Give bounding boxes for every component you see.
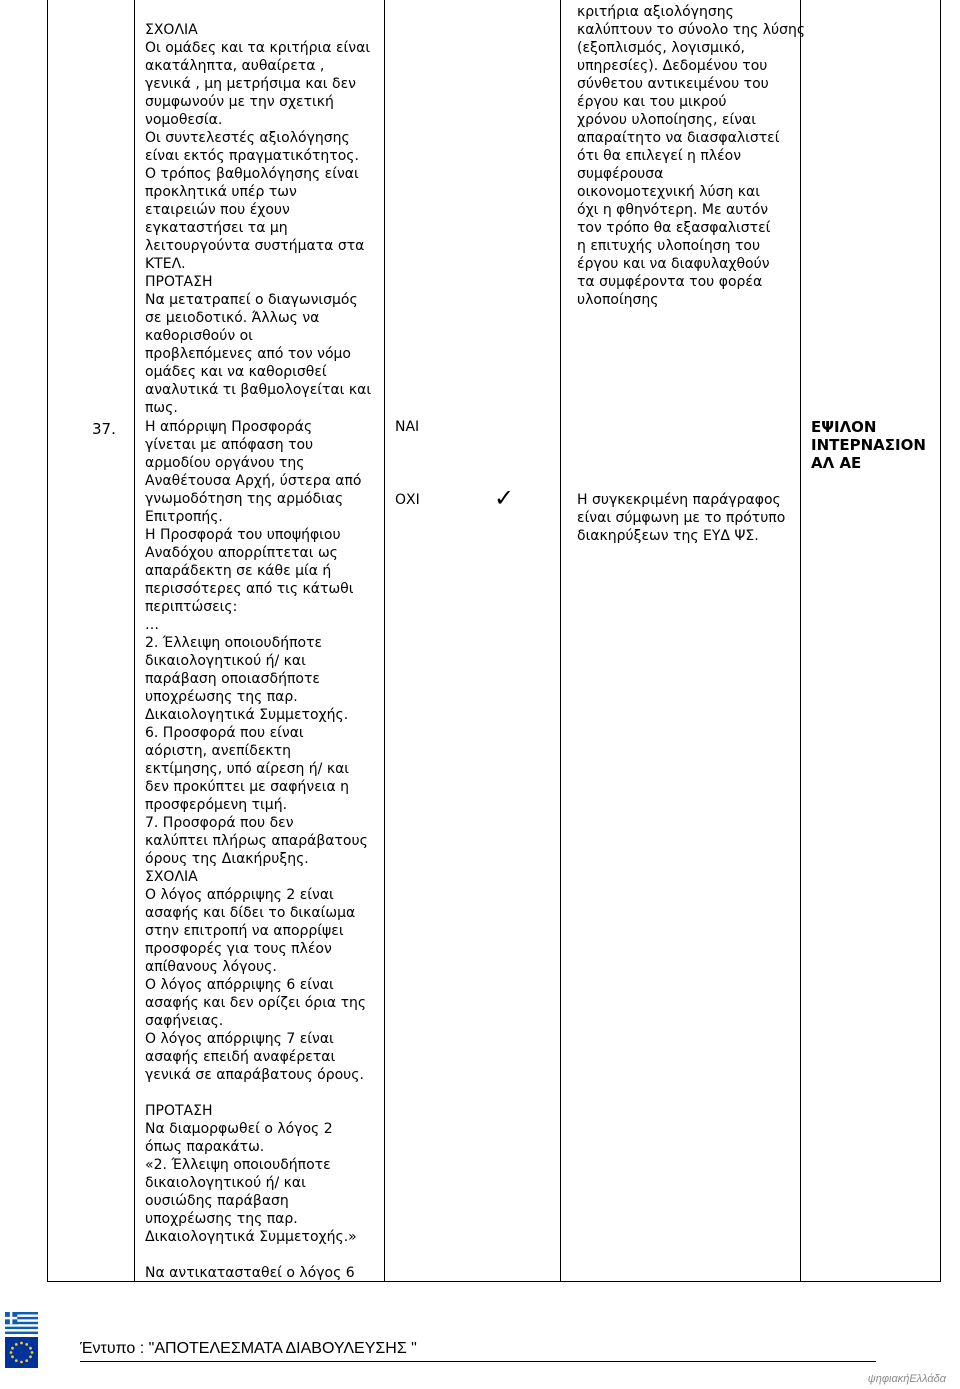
digital-greece-logo: ψηφιακήΕλλάδα	[867, 1373, 946, 1385]
checkmark-icon: ✓	[494, 484, 515, 512]
column-divider-3	[560, 0, 561, 1282]
column-divider-1	[134, 0, 135, 1282]
comment-proposal: ΠΡΟΤΑΣΗ Να διαμορφωθεί ο λόγος 2 όπως παρακάτω. «2. Έλλειψη οποιουδήποτε δικαιολογητικού ή/ και ουσιώδης παράβαση υποχρέωσης της παρ. Δικαιολογητικά Συμμετοχής.»	[145, 1103, 357, 1245]
eu-flag-icon	[5, 1337, 38, 1368]
comment-main: Η απόρριψη Προσφοράς γίνεται με απόφαση του αρμοδίου οργάνου της Αναθέτουσα Αρχή, ύστερα από γνωμοδότηση της αρμόδιας Επιτροπής. Η Προσφορά του υποψήφιου Αναδόχου απορρίπτεται ως απαράδεκτη σε κάθε μία ή περισσότερες από τις κάτωθι περιπτώσεις: … 2. Έλλειψη οποιουδήποτε δικαιολογητικού ή/ και παράβαση οποιασδήποτε υποχρέωσης της παρ. Δικαιολογητικά Συμμετοχής. 6. Προσφορά που είναι αόριστη, ανεπίδεκτη εκτίμησης, υπό αίρεση ή/ και δεν προκύπτει με σαφήνεια η προσφερόμενη τιμή. 7. Προσφορά που δεν καλύπτει πλήρως απαράβατους όρους της Διακήρυξης. ΣΧΟΛΙΑ Ο λόγος απόρριψης 2 είναι ασαφής και δίδει το δικαίωμα στην επιτροπή να απορρίψει προσφορές για τους πλέον απίθανους λόγους. Ο λόγος απόρριψης 6 είναι ασαφής και δεν ορίζει όρια της σαφήνειας. Ο λόγος απόρριψης 7 είναι ασαφής επειδή αναφέρεται γενικά σε απαράβατους όρους.	[145, 419, 368, 1083]
company-name: ΕΨΙΛΟΝ ΙΝΤΕΡΝΑΣΙΟΝ ΑΛ ΑΕ	[811, 418, 926, 472]
table-border-right	[940, 0, 941, 1282]
answer-yes-label: ΝΑΙ	[395, 419, 420, 435]
row-number: 37.	[92, 420, 116, 438]
form-title: Έντυπο : "ΑΠΟΤΕΛΕΣΜΑΤΑ ΔΙΑΒΟΥΛΕΥΣΗΣ "	[80, 1340, 417, 1357]
reply-main: Η συγκεκριμένη παράγραφος είναι σύμφωνη με το πρότυπο διακηρύξεων της ΕΥΔ ΨΣ.	[577, 492, 786, 544]
column-divider-2	[384, 0, 385, 1282]
reply-previous-row: κριτήρια αξιολόγησης καλύπτουν το σύνολο της λύσης (εξοπλισμός, λογισμικό, υπηρεσίες). Δεδομένου του σύνθετου αντικειμένου του έργου και του μικρού χρόνου υλοποίησης, είναι απαραίτητο να διασφαλιστεί ότι θα επιλεγεί η πλέον συμφέρουσα οικονομοτεχνική λύση και όχι η φθηνότερη. Με αυτόν τον τρόπο θα εξασφαλιστεί η επιτυχής υλοποίηση του έργου και να διαφυλαχθούν τα συμφέροντα του φορέα υλοποίησης	[577, 4, 806, 308]
answer-no-label: ΟΧΙ	[395, 492, 420, 508]
table-border-left	[47, 0, 48, 1282]
comment-previous-row: ΣΧΟΛΙΑ Οι ομάδες και τα κριτήρια είναι ακατάληπτα, αυθαίρετα , γενικά , μη μετρήσιμα και δεν συμφωνούν με την σχετική νομοθεσία. Οι συντελεστές αξιολόγησης είναι εκτός πραγματικότητος. Ο τρόπος βαθμολόγησης είναι προκλητικά υπέρ των εταιρειών που έχουν εγκαταστήσει τα μη λειτουργούντα συστήματα στα ΚΤΕΛ. ΠΡΟΤΑΣΗ Να μετατραπεί ο διαγωνισμός σε μειοδοτικό. Άλλως να καθορισθούν οι προβλεπόμενες από τον νόμο ομάδες και να καθορισθεί αναλυτικά τι βαθμολογείται και πως.	[145, 22, 372, 416]
greek-flag-icon	[5, 1311, 38, 1335]
footer-divider	[80, 1361, 876, 1362]
comment-last-line: Να αντικατασταθεί ο λόγος 6	[145, 1265, 355, 1281]
